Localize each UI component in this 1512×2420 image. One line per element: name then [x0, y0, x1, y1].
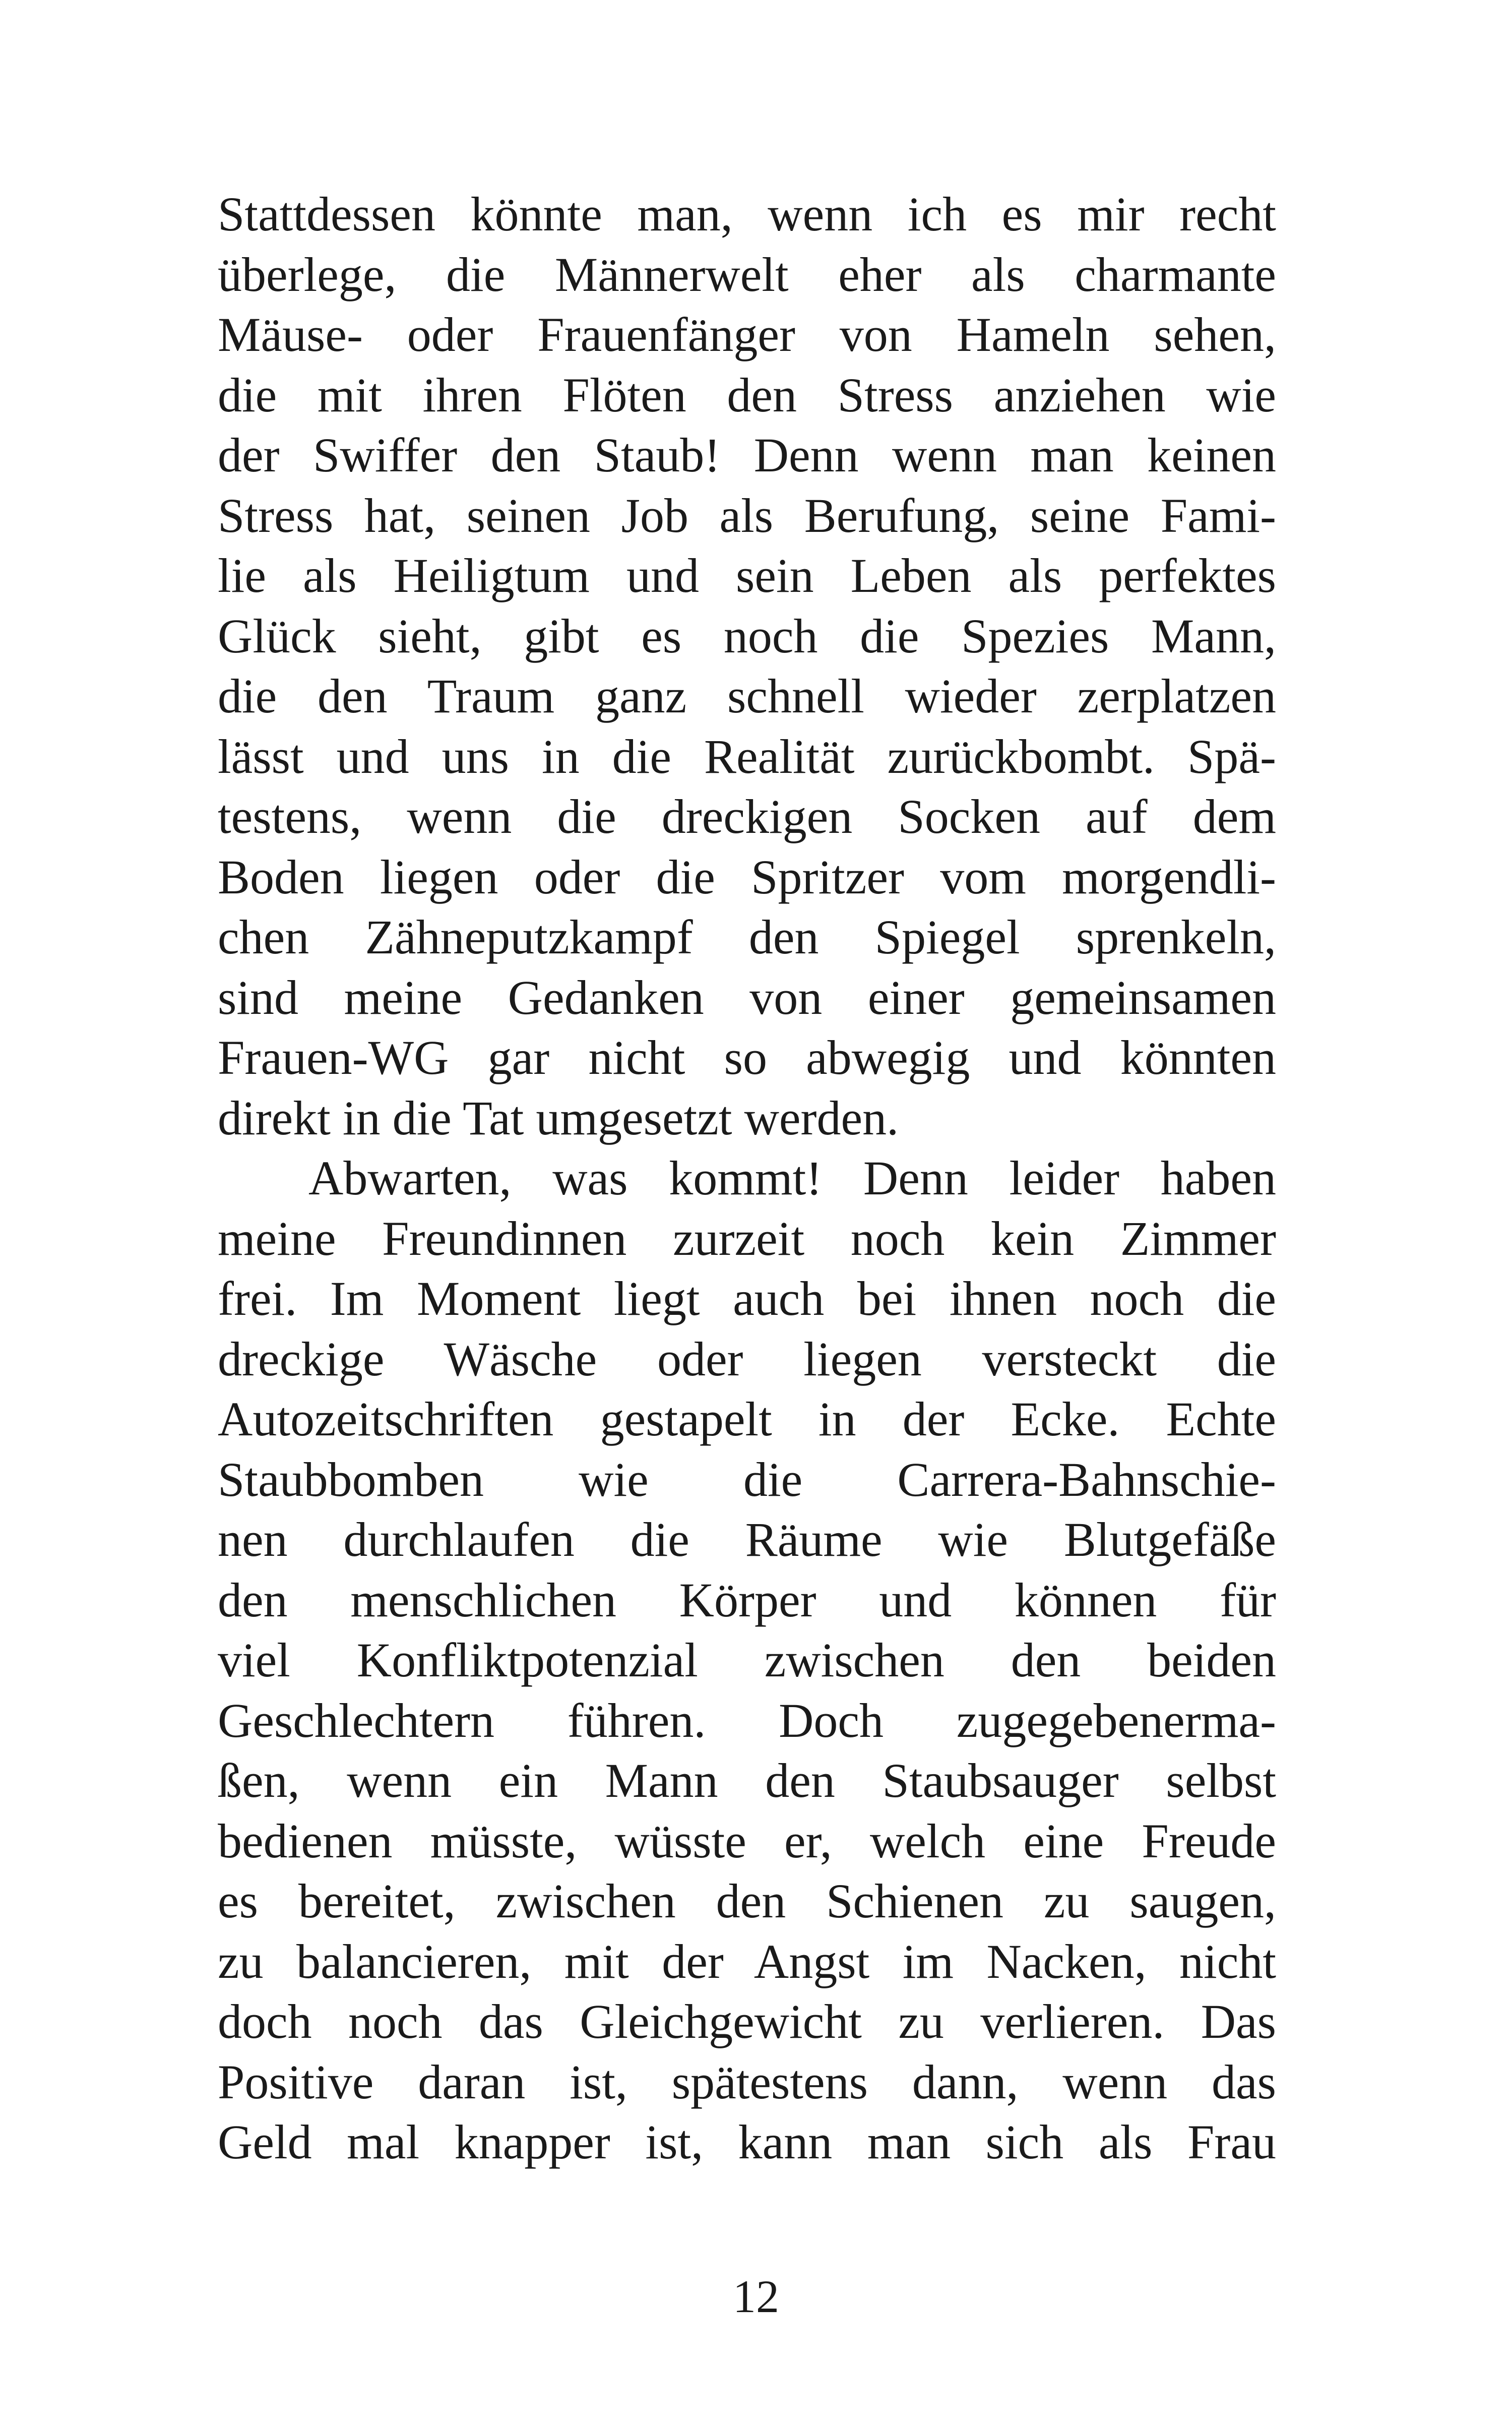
text-line: meine Freundinnen zurzeit noch kein Zimmer — [218, 1211, 1276, 1265]
page-number: 12 — [733, 2271, 779, 2322]
text-line: frei. Im Moment liegt auch bei ihnen noch die — [218, 1272, 1276, 1325]
text-line: die den Traum ganz schnell wieder zerplatzen — [218, 669, 1276, 723]
text-line: bedienen müsste, wüsste er, welch eine Freude — [218, 1813, 1276, 1868]
text-line: Abwarten, was kommt! Denn leider haben — [308, 1151, 1276, 1205]
text-line: Boden liegen oder die Spritzer vom morgendli- — [218, 850, 1276, 904]
text-line: Stattdessen könnte man, wenn ich es mir recht — [218, 187, 1276, 241]
text-line: sind meine Gedanken von einer gemeinsamen — [218, 970, 1276, 1024]
text-line: viel Konfliktpotenzial zwischen den beiden — [218, 1633, 1276, 1687]
paragraph — [218, 1148, 1276, 2172]
text-line: überlege, die Männerwelt eher als charmante — [218, 247, 1276, 301]
text-line: testens, wenn die dreckigen Socken auf dem — [218, 790, 1276, 843]
text-line: doch noch das Gleichgewicht zu verlieren. Das — [218, 1994, 1276, 2048]
text-line: chen Zähneputzkampf den Spiegel sprenkeln, — [218, 910, 1276, 964]
text-line: nen durchlaufen die Räume wie Blutgefäße — [218, 1512, 1276, 1566]
text-line: direkt in die Tat umgesetzt werden. — [218, 1091, 899, 1145]
text-line: dreckige Wäsche oder liegen versteckt die — [218, 1332, 1276, 1386]
text-line: Stress hat, seinen Job als Berufung, seine Fami- — [218, 488, 1276, 542]
text-line: die mit ihren Flöten den Stress anziehen wie — [218, 368, 1276, 422]
text-line: Staubbomben wie die Carrera-Bahnschie- — [218, 1452, 1276, 1506]
text-line: lässt und uns in die Realität zurückbombt. Spä- — [218, 729, 1276, 783]
text-line: zu balancieren, mit der Angst im Nacken, nicht — [218, 1934, 1276, 1988]
text-line: Geschlechtern führen. Doch zugegebenerma- — [218, 1693, 1276, 1747]
body-text — [218, 184, 1276, 2172]
text-line: Geld mal knapper ist, kann man sich als Frau — [218, 2115, 1276, 2169]
text-line: ßen, wenn ein Mann den Staubsauger selbst — [218, 1753, 1276, 1807]
text-line: der Swiffer den Staub! Denn wenn man keinen — [218, 428, 1276, 482]
text-line: Autozeitschriften gestapelt in der Ecke. Echte — [218, 1392, 1276, 1446]
text-line: Glück sieht, gibt es noch die Spezies Mann, — [218, 609, 1276, 663]
paragraph — [218, 184, 1276, 1148]
text-line: den menschlichen Körper und können für — [218, 1572, 1276, 1627]
text-line: Positive daran ist, spätestens dann, wenn das — [218, 2054, 1276, 2109]
text-line: es bereitet, zwischen den Schienen zu saugen, — [218, 1874, 1276, 1928]
text-line: Frauen-WG gar nicht so abwegig und könnten — [218, 1031, 1276, 1084]
text-line: lie als Heiligtum und sein Leben als perfektes — [218, 549, 1276, 602]
text-line: Mäuse- oder Frauenfänger von Hameln sehen, — [218, 308, 1276, 361]
